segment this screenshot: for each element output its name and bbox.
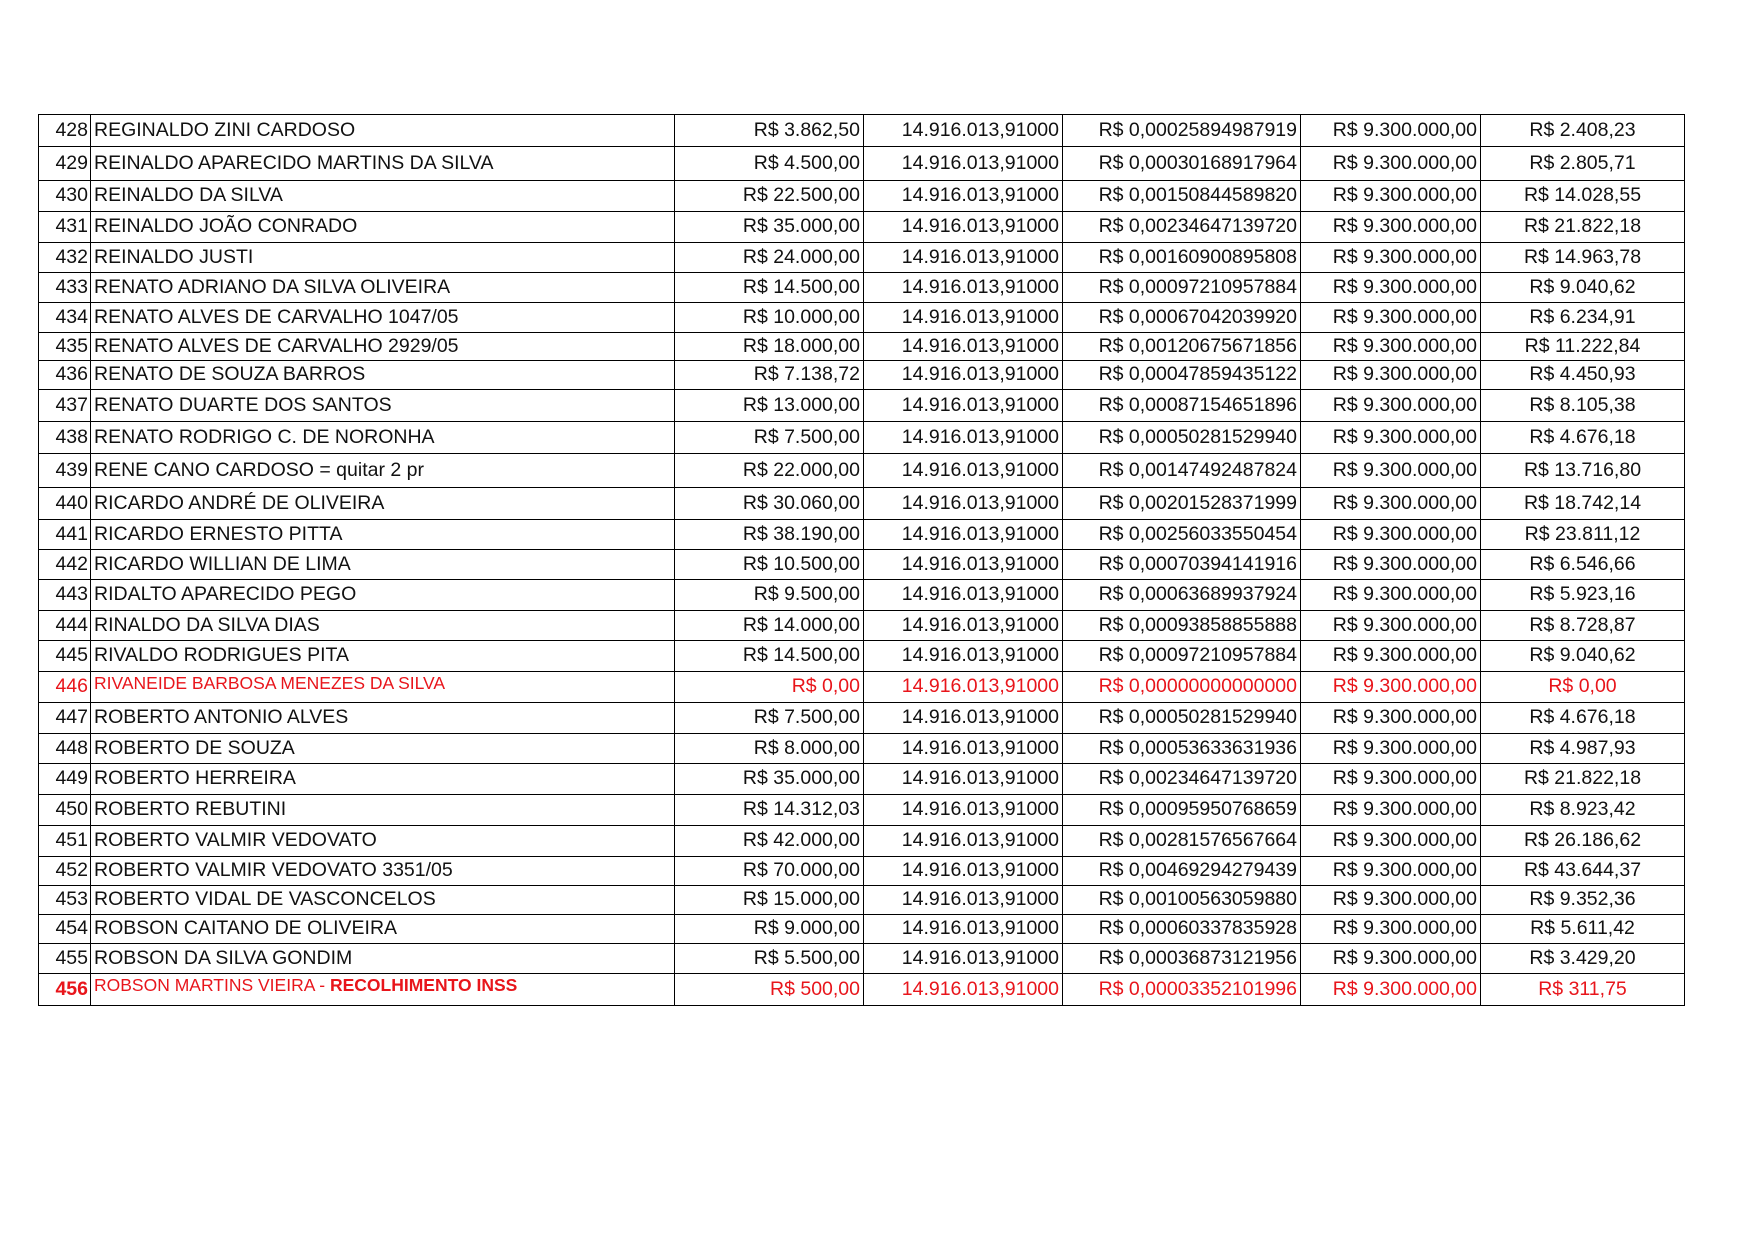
- cell-num: 449: [39, 764, 91, 795]
- cell-total: 14.916.013,91000: [864, 273, 1063, 303]
- cell-amount: R$ 3.862,50: [675, 115, 864, 147]
- table-row: [39, 915, 1685, 944]
- cell-total: 14.916.013,91000: [864, 212, 1063, 243]
- cell-factor: R$ 0,00160900895808: [1063, 243, 1301, 273]
- table-row: [39, 422, 1685, 454]
- table-row: [39, 641, 1685, 672]
- cell-amount: R$ 7.138,72: [675, 361, 864, 390]
- cell-share: R$ 2.408,23: [1481, 115, 1685, 147]
- cell-factor: R$ 0,00053633631936: [1063, 734, 1301, 764]
- cell-fund: R$ 9.300.000,00: [1301, 611, 1481, 641]
- cell-factor: R$ 0,00067042039920: [1063, 303, 1301, 333]
- cell-total: 14.916.013,91000: [864, 303, 1063, 333]
- cell-fund: R$ 9.300.000,00: [1301, 580, 1481, 611]
- cell-name: RENATO DUARTE DOS SANTOS: [91, 390, 675, 422]
- cell-factor: R$ 0,00147492487824: [1063, 454, 1301, 488]
- cell-fund: R$ 9.300.000,00: [1301, 390, 1481, 422]
- table-row: [39, 273, 1685, 303]
- table-row: [39, 243, 1685, 273]
- cell-fund: R$ 9.300.000,00: [1301, 243, 1481, 273]
- cell-name: REINALDO JUSTI: [91, 243, 675, 273]
- cell-fund: R$ 9.300.000,00: [1301, 886, 1481, 915]
- cell-name: REINALDO DA SILVA: [91, 181, 675, 212]
- cell-num: 436: [39, 361, 91, 390]
- cell-share: R$ 6.546,66: [1481, 550, 1685, 580]
- cell-num: 438: [39, 422, 91, 454]
- cell-share: R$ 21.822,18: [1481, 764, 1685, 795]
- cell-amount: R$ 22.500,00: [675, 181, 864, 212]
- table-row: [39, 764, 1685, 795]
- cell-num: 435: [39, 333, 91, 361]
- cell-num: 447: [39, 703, 91, 734]
- table-row: [39, 734, 1685, 764]
- cell-amount: R$ 7.500,00: [675, 422, 864, 454]
- cell-name: RENATO ALVES DE CARVALHO 1047/05: [91, 303, 675, 333]
- cell-share: R$ 5.611,42: [1481, 915, 1685, 944]
- cell-name: ROBERTO ANTONIO ALVES: [91, 703, 675, 734]
- creditor-table-body: [39, 115, 1685, 1006]
- cell-fund: R$ 9.300.000,00: [1301, 520, 1481, 550]
- cell-total: 14.916.013,91000: [864, 361, 1063, 390]
- creditor-table: [38, 114, 1685, 1006]
- cell-num: 430: [39, 181, 91, 212]
- cell-fund: R$ 9.300.000,00: [1301, 181, 1481, 212]
- cell-num: 439: [39, 454, 91, 488]
- cell-fund: R$ 9.300.000,00: [1301, 212, 1481, 243]
- cell-name: RENATO ADRIANO DA SILVA OLIVEIRA: [91, 273, 675, 303]
- cell-total: 14.916.013,91000: [864, 857, 1063, 886]
- cell-amount: R$ 30.060,00: [675, 488, 864, 520]
- cell-amount: R$ 500,00: [675, 974, 864, 1006]
- table-row: [39, 454, 1685, 488]
- cell-num: 437: [39, 390, 91, 422]
- table-row: [39, 181, 1685, 212]
- cell-total: 14.916.013,91000: [864, 454, 1063, 488]
- cell-name: RENATO RODRIGO C. DE NORONHA: [91, 422, 675, 454]
- cell-amount: R$ 14.500,00: [675, 273, 864, 303]
- cell-share: R$ 4.676,18: [1481, 703, 1685, 734]
- cell-num: 444: [39, 611, 91, 641]
- cell-num: 448: [39, 734, 91, 764]
- cell-name: RENATO DE SOUZA BARROS: [91, 361, 675, 390]
- cell-name: ROBSON CAITANO DE OLIVEIRA: [91, 915, 675, 944]
- cell-name: [91, 974, 675, 1006]
- cell-share: R$ 9.352,36: [1481, 886, 1685, 915]
- cell-total: 14.916.013,91000: [864, 422, 1063, 454]
- cell-amount: R$ 15.000,00: [675, 886, 864, 915]
- cell-share: R$ 9.040,62: [1481, 273, 1685, 303]
- cell-fund: R$ 9.300.000,00: [1301, 944, 1481, 974]
- cell-name-note: RECOLHIMENTO INSS: [329, 975, 518, 995]
- cell-share: R$ 13.716,80: [1481, 454, 1685, 488]
- cell-fund: R$ 9.300.000,00: [1301, 303, 1481, 333]
- cell-amount: R$ 14.312,03: [675, 795, 864, 826]
- cell-total: 14.916.013,91000: [864, 974, 1063, 1006]
- cell-fund: R$ 9.300.000,00: [1301, 915, 1481, 944]
- cell-factor: R$ 0,00120675671856: [1063, 333, 1301, 361]
- cell-num: 441: [39, 520, 91, 550]
- cell-num: 442: [39, 550, 91, 580]
- table-row: [39, 390, 1685, 422]
- cell-amount: R$ 0,00: [675, 672, 864, 703]
- cell-num: 431: [39, 212, 91, 243]
- cell-amount: R$ 14.500,00: [675, 641, 864, 672]
- cell-num: 451: [39, 826, 91, 857]
- cell-factor: R$ 0,00234647139720: [1063, 212, 1301, 243]
- cell-amount: R$ 42.000,00: [675, 826, 864, 857]
- cell-fund: R$ 9.300.000,00: [1301, 857, 1481, 886]
- cell-num: 453: [39, 886, 91, 915]
- cell-num: 433: [39, 273, 91, 303]
- cell-name: RICARDO ERNESTO PITTA: [91, 520, 675, 550]
- cell-factor: R$ 0,00000000000000: [1063, 672, 1301, 703]
- cell-num: 446: [39, 672, 91, 703]
- cell-name: ROBERTO HERREIRA: [91, 764, 675, 795]
- cell-num: 445: [39, 641, 91, 672]
- table-row: [39, 944, 1685, 974]
- cell-fund: R$ 9.300.000,00: [1301, 550, 1481, 580]
- cell-factor: R$ 0,00150844589820: [1063, 181, 1301, 212]
- cell-name: ROBERTO REBUTINI: [91, 795, 675, 826]
- cell-total: 14.916.013,91000: [864, 703, 1063, 734]
- cell-fund: R$ 9.300.000,00: [1301, 764, 1481, 795]
- cell-share: R$ 0,00: [1481, 672, 1685, 703]
- cell-share: R$ 18.742,14: [1481, 488, 1685, 520]
- cell-total: 14.916.013,91000: [864, 764, 1063, 795]
- cell-total: 14.916.013,91000: [864, 550, 1063, 580]
- table-row: [39, 974, 1685, 1006]
- cell-amount: R$ 10.500,00: [675, 550, 864, 580]
- cell-amount: R$ 13.000,00: [675, 390, 864, 422]
- cell-fund: R$ 9.300.000,00: [1301, 826, 1481, 857]
- cell-factor: R$ 0,00093858855888: [1063, 611, 1301, 641]
- cell-amount: R$ 9.000,00: [675, 915, 864, 944]
- cell-amount: R$ 8.000,00: [675, 734, 864, 764]
- table-row: [39, 361, 1685, 390]
- cell-fund: R$ 9.300.000,00: [1301, 454, 1481, 488]
- cell-amount: R$ 18.000,00: [675, 333, 864, 361]
- cell-amount: R$ 38.190,00: [675, 520, 864, 550]
- cell-name-text: ROBSON MARTINS VIEIRA -: [94, 975, 330, 995]
- cell-name: ROBERTO VALMIR VEDOVATO 3351/05: [91, 857, 675, 886]
- cell-amount: R$ 24.000,00: [675, 243, 864, 273]
- cell-total: 14.916.013,91000: [864, 333, 1063, 361]
- cell-share: R$ 21.822,18: [1481, 212, 1685, 243]
- cell-factor: R$ 0,00003352101996: [1063, 974, 1301, 1006]
- cell-name: RENE CANO CARDOSO = quitar 2 pr: [91, 454, 675, 488]
- cell-factor: R$ 0,00234647139720: [1063, 764, 1301, 795]
- cell-fund: R$ 9.300.000,00: [1301, 703, 1481, 734]
- cell-share: R$ 14.963,78: [1481, 243, 1685, 273]
- cell-share: R$ 4.450,93: [1481, 361, 1685, 390]
- cell-total: 14.916.013,91000: [864, 944, 1063, 974]
- cell-num: 455: [39, 944, 91, 974]
- cell-total: 14.916.013,91000: [864, 243, 1063, 273]
- table-row: [39, 886, 1685, 915]
- cell-factor: R$ 0,00281576567664: [1063, 826, 1301, 857]
- cell-total: 14.916.013,91000: [864, 641, 1063, 672]
- cell-total: 14.916.013,91000: [864, 915, 1063, 944]
- cell-amount: R$ 10.000,00: [675, 303, 864, 333]
- cell-name: REGINALDO ZINI CARDOSO: [91, 115, 675, 147]
- cell-total: 14.916.013,91000: [864, 147, 1063, 181]
- cell-total: 14.916.013,91000: [864, 826, 1063, 857]
- cell-total: 14.916.013,91000: [864, 488, 1063, 520]
- cell-factor: R$ 0,00469294279439: [1063, 857, 1301, 886]
- cell-amount: R$ 14.000,00: [675, 611, 864, 641]
- cell-share: R$ 9.040,62: [1481, 641, 1685, 672]
- cell-factor: R$ 0,00063689937924: [1063, 580, 1301, 611]
- cell-num: 454: [39, 915, 91, 944]
- cell-total: 14.916.013,91000: [864, 520, 1063, 550]
- cell-fund: R$ 9.300.000,00: [1301, 641, 1481, 672]
- cell-name: ROBERTO VALMIR VEDOVATO: [91, 826, 675, 857]
- table-row: [39, 147, 1685, 181]
- cell-name: RICARDO WILLIAN DE LIMA: [91, 550, 675, 580]
- table-row: [39, 550, 1685, 580]
- cell-fund: R$ 9.300.000,00: [1301, 147, 1481, 181]
- cell-fund: R$ 9.300.000,00: [1301, 795, 1481, 826]
- cell-name: RENATO ALVES DE CARVALHO 2929/05: [91, 333, 675, 361]
- cell-share: R$ 4.987,93: [1481, 734, 1685, 764]
- cell-amount: R$ 7.500,00: [675, 703, 864, 734]
- cell-factor: R$ 0,00060337835928: [1063, 915, 1301, 944]
- cell-factor: R$ 0,00050281529940: [1063, 422, 1301, 454]
- cell-factor: R$ 0,00256033550454: [1063, 520, 1301, 550]
- cell-name: RIVALDO RODRIGUES PITA: [91, 641, 675, 672]
- cell-name: ROBERTO VIDAL DE VASCONCELOS: [91, 886, 675, 915]
- cell-name: RINALDO DA SILVA DIAS: [91, 611, 675, 641]
- table-row: [39, 795, 1685, 826]
- cell-share: R$ 8.105,38: [1481, 390, 1685, 422]
- cell-num: 429: [39, 147, 91, 181]
- table-row: [39, 672, 1685, 703]
- cell-num: 432: [39, 243, 91, 273]
- cell-amount: R$ 35.000,00: [675, 212, 864, 243]
- cell-amount: R$ 9.500,00: [675, 580, 864, 611]
- cell-share: R$ 26.186,62: [1481, 826, 1685, 857]
- table-row: [39, 212, 1685, 243]
- cell-share: R$ 5.923,16: [1481, 580, 1685, 611]
- cell-fund: R$ 9.300.000,00: [1301, 672, 1481, 703]
- cell-total: 14.916.013,91000: [864, 115, 1063, 147]
- cell-total: 14.916.013,91000: [864, 886, 1063, 915]
- cell-total: 14.916.013,91000: [864, 390, 1063, 422]
- cell-total: 14.916.013,91000: [864, 734, 1063, 764]
- cell-amount: R$ 5.500,00: [675, 944, 864, 974]
- cell-amount: R$ 35.000,00: [675, 764, 864, 795]
- cell-total: 14.916.013,91000: [864, 672, 1063, 703]
- cell-factor: R$ 0,00201528371999: [1063, 488, 1301, 520]
- cell-name: RICARDO ANDRÉ DE OLIVEIRA: [91, 488, 675, 520]
- cell-factor: R$ 0,00030168917964: [1063, 147, 1301, 181]
- cell-total: 14.916.013,91000: [864, 611, 1063, 641]
- cell-share: R$ 2.805,71: [1481, 147, 1685, 181]
- cell-fund: R$ 9.300.000,00: [1301, 974, 1481, 1006]
- cell-factor: R$ 0,00047859435122: [1063, 361, 1301, 390]
- cell-num: 434: [39, 303, 91, 333]
- table-row: [39, 580, 1685, 611]
- cell-factor: R$ 0,00070394141916: [1063, 550, 1301, 580]
- table-row: [39, 333, 1685, 361]
- cell-name: RIVANEIDE BARBOSA MENEZES DA SILVA: [91, 672, 675, 703]
- cell-name: ROBERTO DE SOUZA: [91, 734, 675, 764]
- cell-factor: R$ 0,00087154651896: [1063, 390, 1301, 422]
- table-row: [39, 488, 1685, 520]
- cell-share: R$ 311,75: [1481, 974, 1685, 1006]
- cell-share: R$ 8.923,42: [1481, 795, 1685, 826]
- cell-factor: R$ 0,00036873121956: [1063, 944, 1301, 974]
- table-row: [39, 115, 1685, 147]
- cell-name: REINALDO APARECIDO MARTINS DA SILVA: [91, 147, 675, 181]
- table-row: [39, 826, 1685, 857]
- cell-amount: R$ 22.000,00: [675, 454, 864, 488]
- cell-factor: R$ 0,00095950768659: [1063, 795, 1301, 826]
- cell-share: R$ 14.028,55: [1481, 181, 1685, 212]
- cell-num: 456: [39, 974, 91, 1006]
- cell-name: REINALDO JOÃO CONRADO: [91, 212, 675, 243]
- cell-share: R$ 6.234,91: [1481, 303, 1685, 333]
- cell-factor: R$ 0,00097210957884: [1063, 641, 1301, 672]
- cell-fund: R$ 9.300.000,00: [1301, 273, 1481, 303]
- table-row: [39, 520, 1685, 550]
- cell-amount: R$ 4.500,00: [675, 147, 864, 181]
- cell-name: ROBSON DA SILVA GONDIM: [91, 944, 675, 974]
- table-row: [39, 611, 1685, 641]
- cell-total: 14.916.013,91000: [864, 181, 1063, 212]
- cell-total: 14.916.013,91000: [864, 580, 1063, 611]
- table-row: [39, 303, 1685, 333]
- cell-share: R$ 4.676,18: [1481, 422, 1685, 454]
- cell-factor: R$ 0,00025894987919: [1063, 115, 1301, 147]
- cell-fund: R$ 9.300.000,00: [1301, 361, 1481, 390]
- cell-total: 14.916.013,91000: [864, 795, 1063, 826]
- cell-share: R$ 23.811,12: [1481, 520, 1685, 550]
- cell-amount: R$ 70.000,00: [675, 857, 864, 886]
- cell-fund: R$ 9.300.000,00: [1301, 115, 1481, 147]
- cell-num: 452: [39, 857, 91, 886]
- cell-share: R$ 8.728,87: [1481, 611, 1685, 641]
- cell-num: 450: [39, 795, 91, 826]
- table-row: [39, 703, 1685, 734]
- table-row: [39, 857, 1685, 886]
- cell-fund: R$ 9.300.000,00: [1301, 422, 1481, 454]
- cell-factor: R$ 0,00097210957884: [1063, 273, 1301, 303]
- cell-name: RIDALTO APARECIDO PEGO: [91, 580, 675, 611]
- cell-fund: R$ 9.300.000,00: [1301, 734, 1481, 764]
- cell-num: 428: [39, 115, 91, 147]
- cell-share: R$ 11.222,84: [1481, 333, 1685, 361]
- cell-fund: R$ 9.300.000,00: [1301, 333, 1481, 361]
- cell-num: 440: [39, 488, 91, 520]
- cell-factor: R$ 0,00050281529940: [1063, 703, 1301, 734]
- cell-share: R$ 43.644,37: [1481, 857, 1685, 886]
- cell-num: 443: [39, 580, 91, 611]
- cell-factor: R$ 0,00100563059880: [1063, 886, 1301, 915]
- cell-fund: R$ 9.300.000,00: [1301, 488, 1481, 520]
- cell-share: R$ 3.429,20: [1481, 944, 1685, 974]
